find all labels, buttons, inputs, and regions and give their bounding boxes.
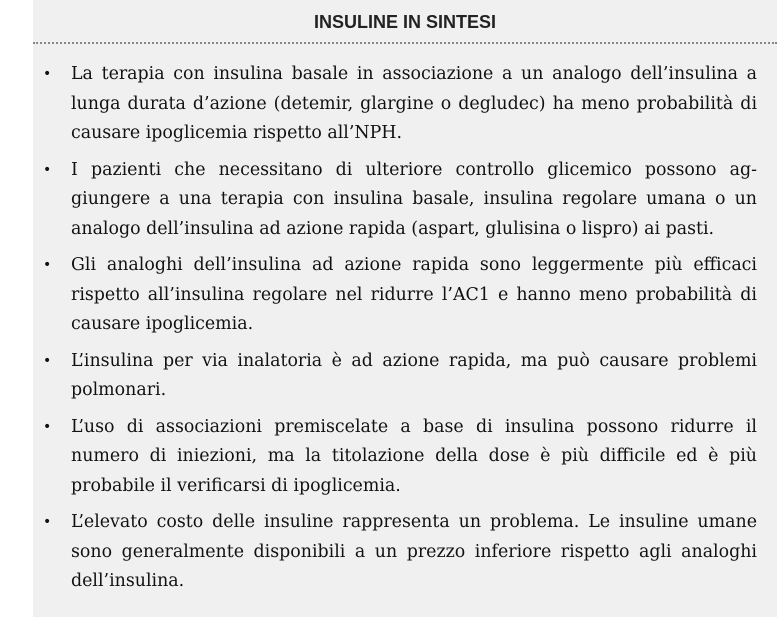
bullet-icon: • [43, 257, 52, 273]
bullet-item [33, 508, 757, 597]
bullet-item [33, 251, 757, 340]
bullet-icon: • [43, 514, 52, 530]
bullet-text: L’elevato costo delle insuline rappresenta un problema. Le insuline umane sono generalmente disponibili a un prezzo inferiore rispetto agli analoghi dell’insulina. [71, 512, 757, 591]
bullet-text: L’uso di associazioni premiscelate a base di insulina possono ridurre il numero di iniezioni, ma la titolazione della dose è più difficile ed è più probabile il verificarsi di ipoglicemia. [71, 416, 757, 496]
bullet-icon: • [43, 418, 52, 435]
bullet-text: La terapia con insulina basale in associazione a un analogo dell’insulina a lunga durata d’azione (detemir, glargine o degludec) ha meno probabilità di causare ipoglicemia rispetto all’NPH. [71, 64, 757, 143]
bullet-list [33, 44, 777, 597]
bullet-icon: • [43, 66, 52, 82]
bullet-item [33, 156, 757, 245]
bullet-text: L’insulina per via inalatoria è ad azione rapida, ma può causare problemi polmonari. [71, 350, 757, 400]
bullet-text: I pazienti che necessitano di ulteriore controllo glicemico possono aggiungere a una terapia con insulina basale, insulina regolare umana o un analogo dell’insulina ad azione rapida (aspart, glulisina o lispro) ai pasti. [71, 159, 757, 239]
bullet-item [33, 60, 757, 149]
bullet-text: Gli analoghi dell’insulina ad azione rapida sono leggermente più efficaci rispetto all’insulina regolare nel ridurre l’AC1 e hanno meno probabilità di causare ipoglicemia. [71, 255, 757, 334]
bullet-icon: • [43, 352, 52, 369]
bullet-item [33, 347, 757, 406]
bullet-item [33, 413, 757, 502]
bullet-icon: • [43, 161, 52, 178]
box-title: INSULINE IN SINTESI [33, 0, 777, 44]
summary-box [33, 0, 777, 617]
